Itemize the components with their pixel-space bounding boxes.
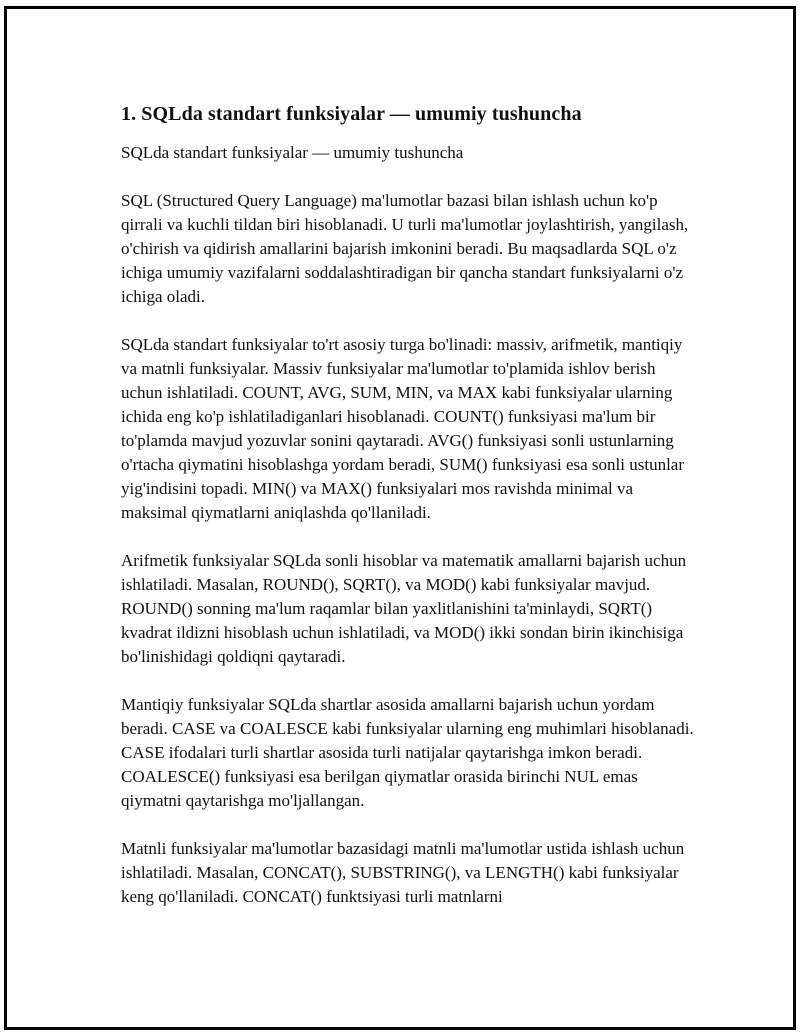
paragraph-arithmetic-functions: Arifmetik funksiyalar SQLda sonli hisoblar va matematik amallarni bajarish uchun ishlatiladi. Masalan, ROUND(), SQRT(), va MOD() kabi funksiyalar mavjud. ROUND() sonning ma'lum raqamlar bilan yaxlitlanishini ta'minlaydi, SQRT() kvadrat ildizni hisoblash uchun ishlatiladi, va MOD() ikki sondan birin ikinchisiga bo'linishidagi qoldiqni qaytaradi. xyxy=(121,551,687,666)
document-subtitle: SQLda standart funksiyalar — umumiy tushuncha xyxy=(121,143,464,162)
paragraph-text-functions: Matnli funksiyalar ma'lumotlar bazasidagi matnli ma'lumotlar ustida ishlash uchun ishlatiladi. Masalan, CONCAT(), SUBSTRING(), va LENGTH() kabi funksiyalar keng qo'llaniladi. CONCAT() funktsiyasi turli matnlarni xyxy=(121,839,685,906)
paragraph-function-types: SQLda standart funksiyalar to'rt asosiy turga bo'linadi: massiv, arifmetik, mantiqiy va matnli funksiyalar. Massiv funksiyalar ma'lumotlar to'plamida ishlov berish uchun ishlatiladi. COUNT, AVG, SUM, MIN, va MAX kabi funksiyalar ularning ichida eng ko'p ishlatiladiganlari hisoblanadi. COUNT() funksiyasi ma'lum bir to'plamda mavjud yozuvlar sonini qaytaradi. AVG() funksiyasi sonli ustunlarning o'rtacha qiymatini hisoblashga yordam beradi, SUM() funksiyasi esa sonli ustunlar yig'indisini topadi. MIN() va MAX() funksiyalari mos ravishda minimal va maksimal qiymatlarni aniqlashda qo'llaniladi. xyxy=(121,335,685,522)
paragraph-logical-functions: Mantiqiy funksiyalar SQLda shartlar asosida amallarni bajarish uchun yordam beradi. CASE va COALESCE kabi funksiyalar ularning eng muhimlari hisoblanadi. CASE ifodalari turli shartlar asosida turli natijalar qaytarishga imkon beradi. COALESCE() funksiyasi esa berilgan qiymatlar orasida birinchi NUL emas qiymatni qaytarishga mo'ljallangan. xyxy=(121,695,694,810)
document-title: 1. SQLda standart funksiyalar — umumiy tushuncha xyxy=(121,103,582,125)
paragraph-sql-intro: SQL (Structured Query Language) ma'lumotlar bazasi bilan ishlash uchun ko'p qirrali va kuchli tildan biri hisoblanadi. U turli ma'lumotlar joylashtirish, yangilash, o'chirish va qidirish amallarini bajarish imkonini beradi. Bu maqsadlarda SQL o'z ichiga umumiy vazifalarni soddalashtiradigan bir qancha standart funksiyalarni o'z ichiga oladi. xyxy=(121,191,689,306)
page-frame xyxy=(4,6,796,1030)
document-body xyxy=(121,99,701,909)
